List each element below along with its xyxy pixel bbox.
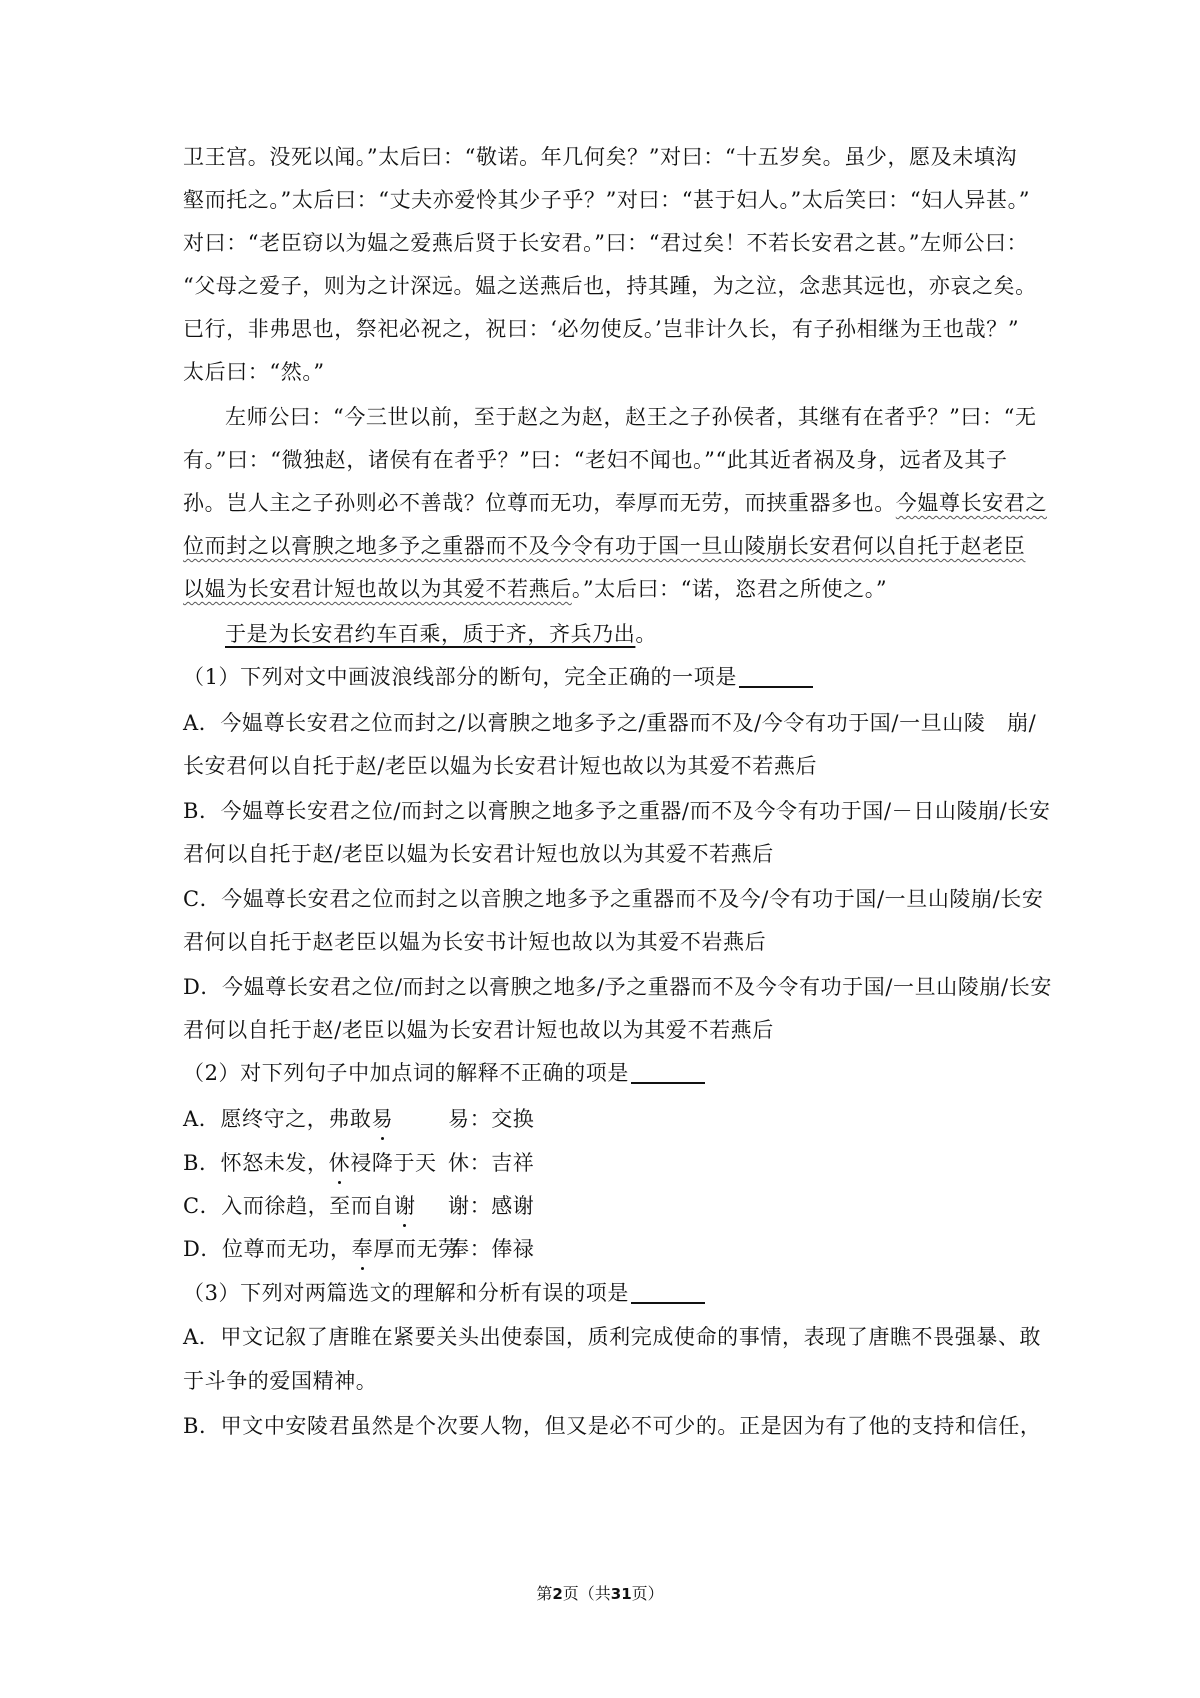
- total-pages: 31: [610, 1585, 632, 1603]
- answer-blank: [739, 666, 813, 688]
- gloss: 易：交换: [448, 1107, 535, 1131]
- q1-option-c: 君何以自托于赵老臣以媪为长安书计短也故以为其爱不岩燕后: [183, 930, 767, 954]
- passage-text: 。: [635, 622, 658, 646]
- q1-option-d: D．今媪尊长安君之位/而封之以膏腴之地多/予之重器而不及今令有功于国/一旦山陵崩/长安: [183, 975, 1052, 999]
- question-3-stem: [183, 1278, 1033, 1308]
- passage-line: 壑而托之。”太后曰：“丈夫亦爱怜其少子乎？”对曰：“甚于妇人。”太后笑曰：“妇人异甚。”: [183, 188, 1031, 212]
- q1-option-b: B．今媪尊长安君之位/而封之以膏腴之地多予之重器/而不及今令有功于国/－日山陵崩/长安: [183, 799, 1051, 823]
- q1-option-c: C．今媪尊长安君之位而封之以音腴之地多予之重器而不及今/令有功于国/一旦山陵崩/长安: [183, 887, 1044, 911]
- passage-line: 太后曰：“然。”: [183, 360, 325, 384]
- passage-text: 孙。岂人主之子孙则必不善哉？位尊而无功，奉厚而无劳，而挟重器多也。: [183, 491, 896, 515]
- gloss: 谢：感谢: [448, 1194, 535, 1218]
- passage-line: 卫王宫。没死以闻。”太后曰：“敬诺。年几何矣？”对曰：“十五岁矣。虽少，愿及未填沟: [183, 145, 1018, 169]
- passage-text: 。”太后曰：“诺，恣君之所使之。”: [571, 577, 888, 601]
- q3-option-a: A．甲文记叙了唐睢在紧要关头出使泰国，质利完成使命的事情，表现了唐瞧不畏强暴、敢: [183, 1325, 1042, 1349]
- question-text: （3）下列对两篇选文的理解和分析有误的项是: [183, 1281, 629, 1305]
- passage-line: [183, 574, 1033, 604]
- gloss: 奉：俸禄: [448, 1237, 535, 1261]
- q3-option-b: B．甲文中安陵君虽然是个次要人物，但又是必不可少的。正是因为有了他的支持和信任，: [183, 1414, 1042, 1438]
- passage-line: 有。”曰：“微独赵，诸侯有在者乎？”曰：“老妇不闻也。”“此其近者祸及身，远者及其子: [183, 448, 1008, 472]
- q2-option-d: D．位尊而无功，奉厚而无劳奉：俸禄: [183, 1234, 1033, 1264]
- page-number: 2: [552, 1585, 563, 1603]
- q2-option-a: A．愿终守之，弗敢易 易：交换: [183, 1104, 1033, 1134]
- passage-line: 对曰：“老臣窃以为媪之爱燕后贤于长安君。”曰：“君过矣！不若长安君之甚。”左师公曰：: [183, 231, 1029, 255]
- q2-option-b: B．怀怒未发，休祲降于天 休：吉祥: [183, 1148, 1033, 1178]
- question-2-stem: [183, 1058, 1033, 1088]
- dotted-word: 休: [329, 1148, 351, 1178]
- passage-line: “父母之爱子，则为之计深远。媪之送燕后也，持其踵，为之泣，念悲其远也，亦哀之矣。: [183, 274, 1037, 298]
- wavy-underlined-text: 以媪为长安君计短也故以为其爱不若燕后: [183, 577, 572, 601]
- passage-line: [225, 619, 1075, 649]
- passage-line: [183, 531, 1033, 561]
- passage-line: 左师公曰：“今三世以前，至于赵之为赵，赵王之子孙侯者，其继有在者乎？”曰：“无: [225, 405, 1037, 429]
- question-1-stem: [183, 662, 1033, 692]
- dotted-word: 易: [372, 1104, 394, 1134]
- q1-option-d: 君何以自托于赵/老臣以媪为长安君计短也故以为其爱不若燕后: [183, 1018, 774, 1042]
- q1-option-a: A．今媪尊长安君之位而封之/以膏腴之地多予之/重器而不及/今令有功于国/一旦山陵 崩/: [183, 711, 1037, 735]
- dotted-word: 奉: [352, 1234, 374, 1264]
- q1-option-a: 长安君何以自托于赵/老臣以媪为长安君计短也故以为其爱不若燕后: [183, 754, 818, 778]
- question-text: （1）下列对文中画波浪线部分的断句，完全正确的一项是: [183, 665, 737, 689]
- passage-line: 已行，非弗思也，祭祀必祝之，祝曰：‘必勿使反。’岂非计久长，有子孙相继为王也哉？”: [183, 317, 1020, 341]
- q3-option-a: 于斗争的爱国精神。: [183, 1369, 378, 1393]
- wavy-underlined-text: 位而封之以膏腴之地多予之重器而不及今令有功于国一旦山陵崩长安君何以自托于赵老臣: [183, 534, 1026, 558]
- page-footer: 第2页（共31页）: [536, 1584, 664, 1603]
- question-text: （2）对下列句子中加点词的解释不正确的项是: [183, 1061, 629, 1085]
- q2-option-c: C．入而徐趋，至而自谢 谢：感谢: [183, 1191, 1033, 1221]
- answer-blank: [631, 1062, 705, 1084]
- gloss: 休：吉祥: [448, 1151, 535, 1175]
- underlined-sentence: 于是为长安君约车百乘，质于齐，齐兵乃出: [225, 622, 636, 646]
- passage-line: [183, 488, 1047, 518]
- wavy-underlined-text: 今媪尊长安君之: [895, 491, 1047, 515]
- dotted-word: 谢: [394, 1191, 416, 1221]
- q1-option-b: 君何以自托于赵/老臣以媪为长安君计短也放以为其爱不若燕后: [183, 842, 774, 866]
- answer-blank: [631, 1282, 705, 1304]
